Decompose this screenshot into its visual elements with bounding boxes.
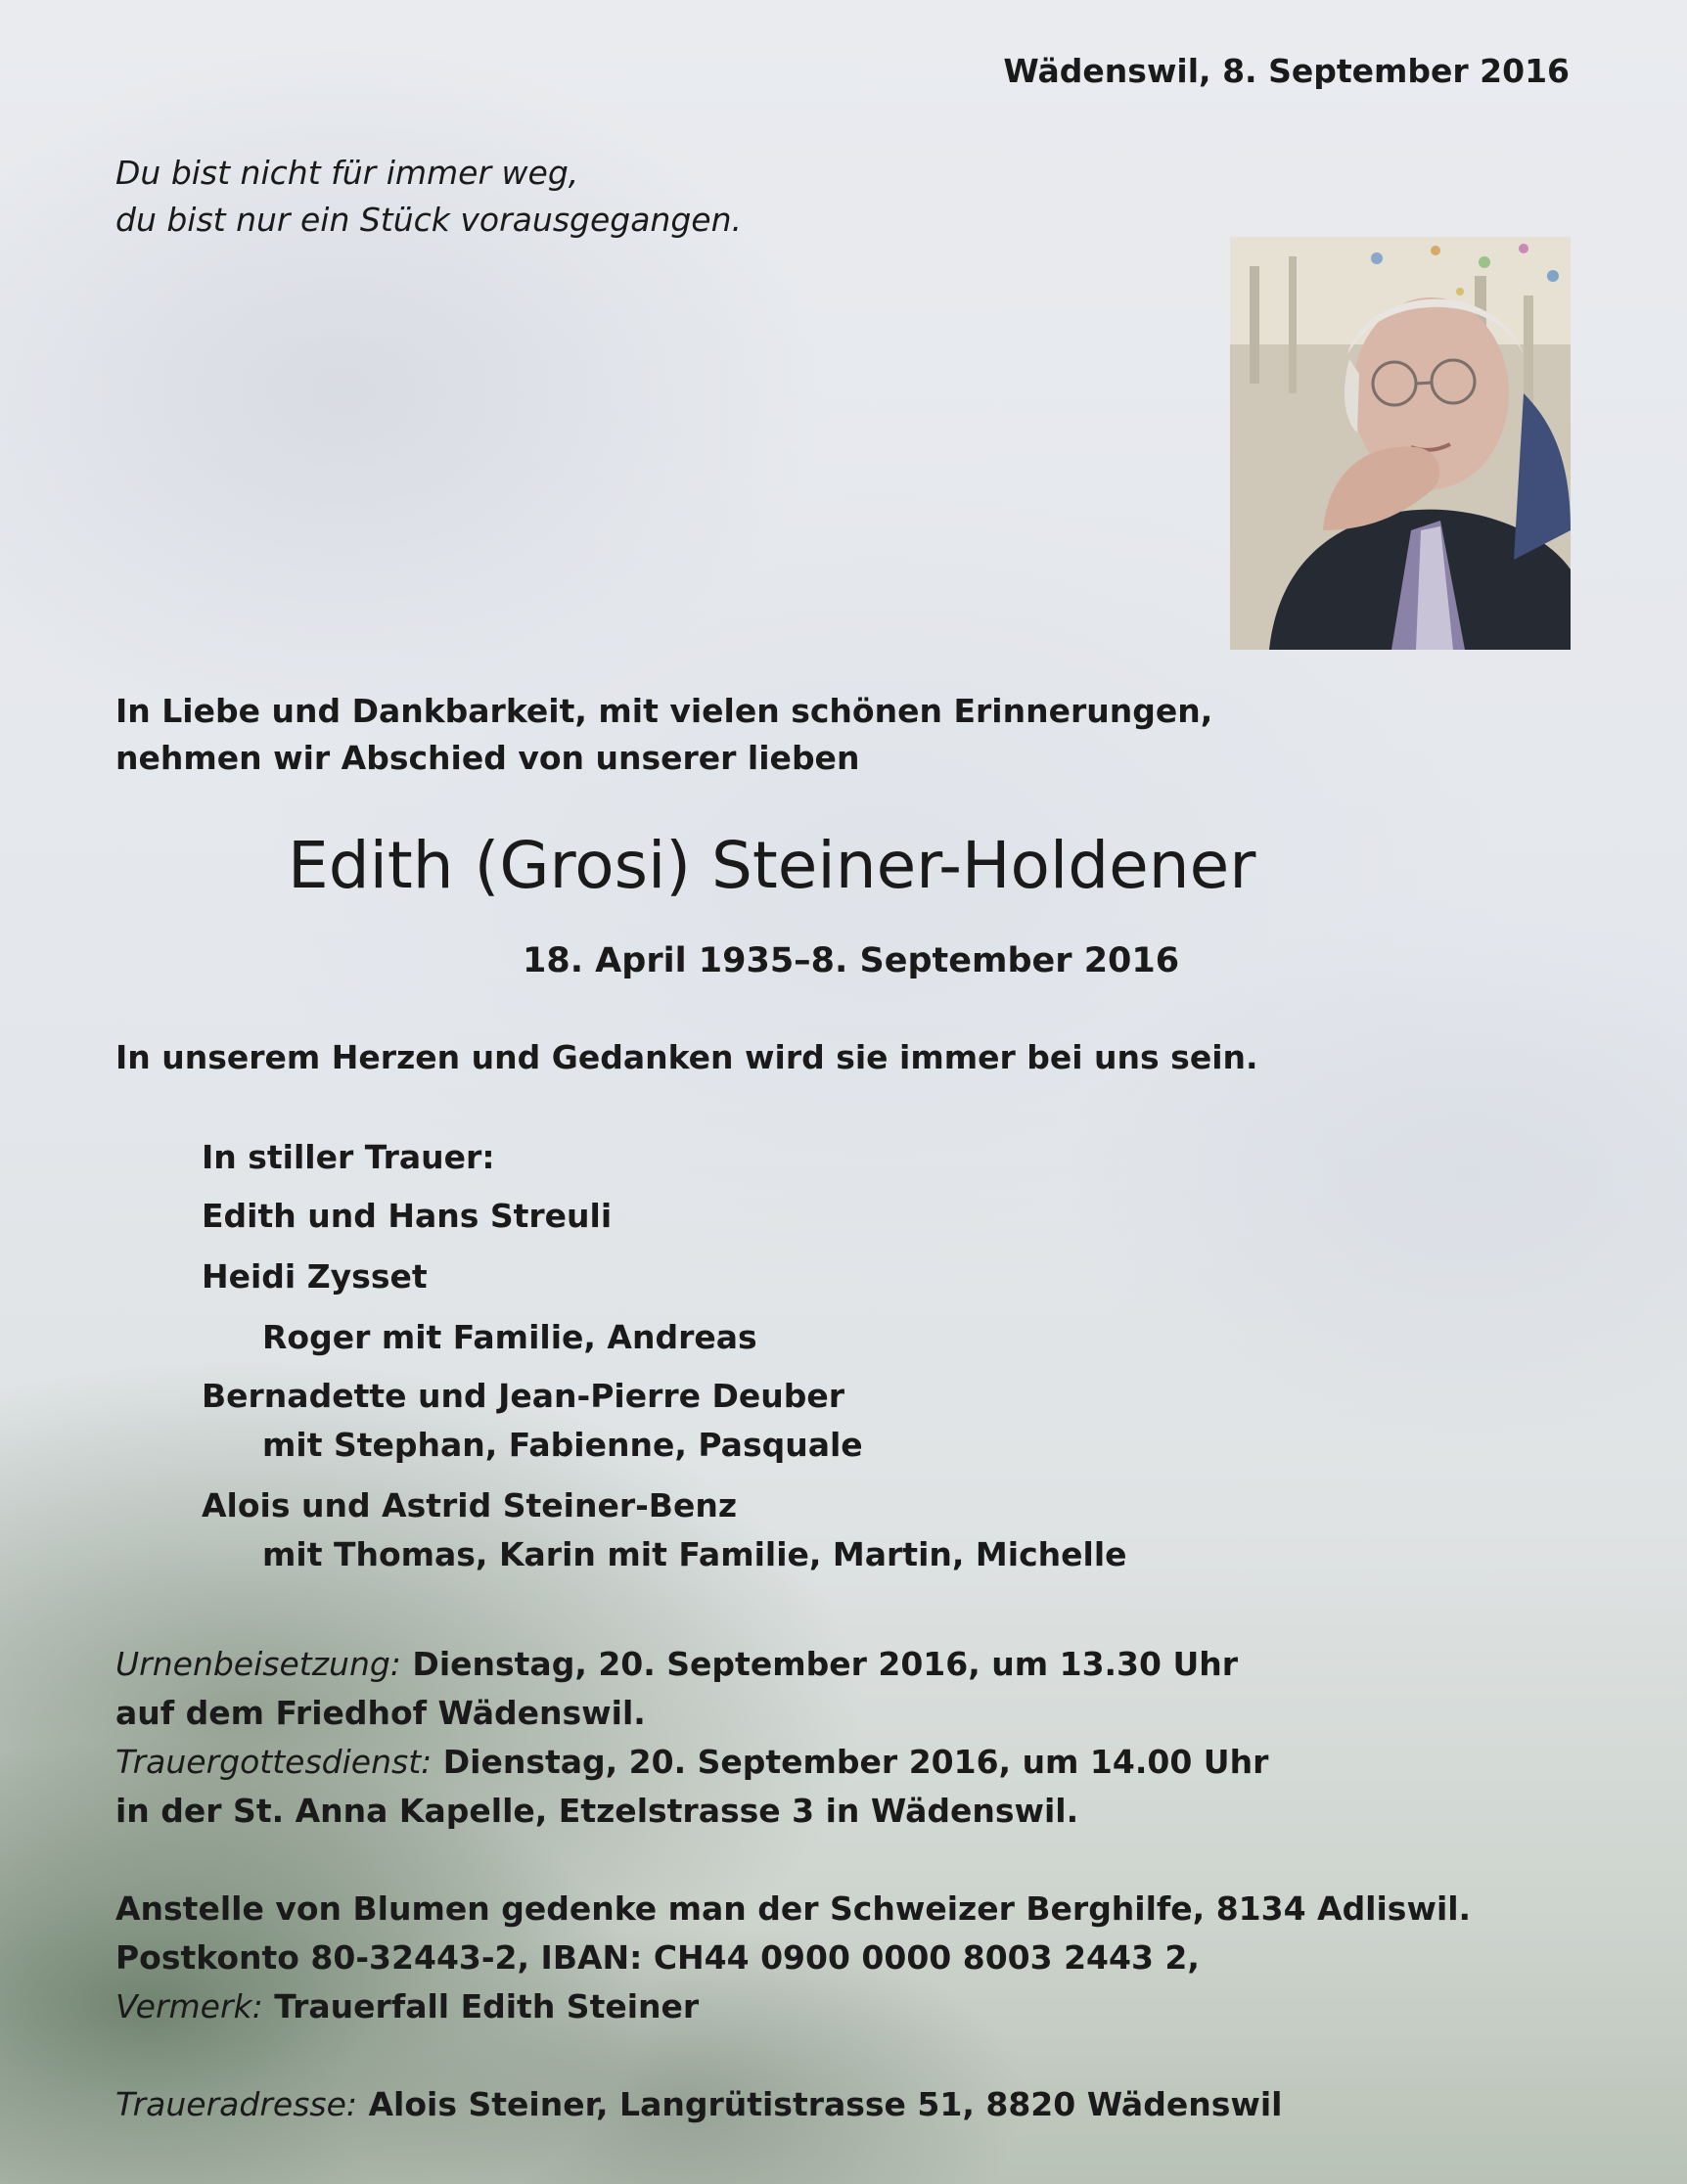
donation-note-text: Trauerfall Edith Steiner [262,1987,700,2025]
mass-place: in der St. Anna Kapelle, Etzelstrasse 3 in Wädenswil. [115,1792,1079,1830]
mass-label: Trauergottesdienst: [115,1743,433,1781]
place-date: Wädenswil, 8. September 2016 [1003,52,1570,90]
mass-text: Dienstag, 20. September 2016, um 14.00 Uhr [432,1743,1269,1781]
mourner-line: Edith und Hans Streuli [202,1197,613,1235]
intro-line-2: nehmen wir Abschied von unserer lieben [115,739,860,777]
address-text: Alois Steiner, Langrütistrasse 51, 8820 Wädenswil [357,2085,1283,2123]
mourner-line: Heidi Zysset [202,1257,428,1296]
burial-text: Dienstag, 20. September 2016, um 13.30 Uhr [400,1645,1239,1683]
donation-line-2: Postkonto 80-32443-2, IBAN: CH44 0900 0000 8003 2443 2, [115,1938,1200,1977]
mourner-line: Roger mit Familie, Andreas [262,1318,757,1356]
intro-line-1: In Liebe und Dankbarkeit, mit vielen schönen Erinnerungen, [115,692,1213,730]
mourning-address [115,2085,1283,2123]
mourners-heading: In stiller Trauer: [202,1138,495,1176]
donation-line-1: Anstelle von Blumen gedenke man der Schweizer Berghilfe, 8134 Adliswil. [115,1889,1472,1928]
burial-place: auf dem Friedhof Wädenswil. [115,1694,646,1732]
mourner-line: Alois und Astrid Steiner-Benz [202,1486,738,1524]
burial-info [115,1645,1239,1683]
mass-info [115,1743,1269,1781]
donation-note-label: Vermerk: [115,1987,263,2025]
mourner-line: Bernadette und Jean-Pierre Deuber [202,1377,845,1415]
quote-line-1: Du bist nicht für immer weg, [115,154,579,192]
closing-line: In unserem Herzen und Gedanken wird sie immer bei uns sein. [115,1038,1258,1076]
burial-label: Urnenbeisetzung: [115,1645,401,1683]
address-label: Traueradresse: [115,2085,358,2123]
life-dates: 18. April 1935–8. September 2016 [523,941,1180,980]
mourner-line: mit Stephan, Fabienne, Pasquale [262,1426,863,1464]
deceased-name: Edith (Grosi) Steiner-Holdener [288,828,1256,903]
donation-note [115,1987,700,2025]
quote-line-2: du bist nur ein Stück vorausgegangen. [115,201,743,239]
mourner-line: mit Thomas, Karin mit Familie, Martin, Michelle [262,1535,1127,1573]
portrait-photo [1230,237,1571,650]
